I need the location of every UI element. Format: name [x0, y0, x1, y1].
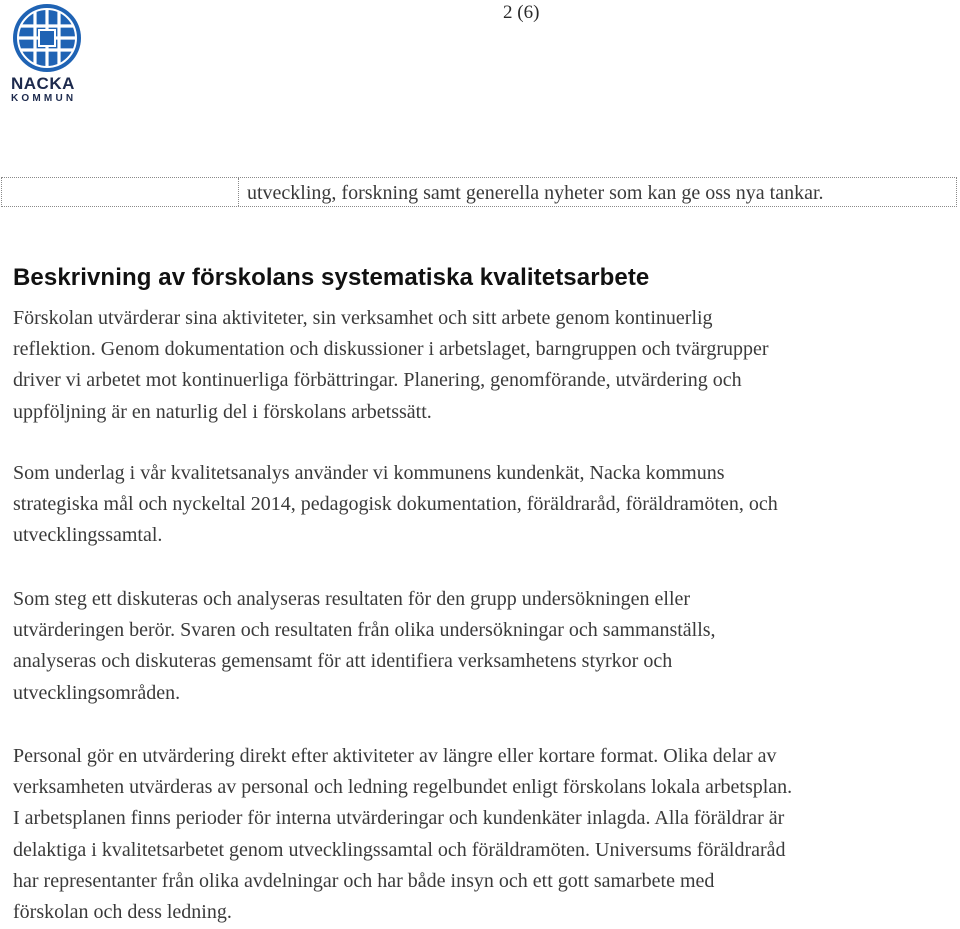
- paragraph-line: utvecklingssamtal.: [13, 524, 163, 547]
- paragraph-line: Som steg ett diskuteras och analyseras resultaten för den grupp undersökningen eller: [13, 588, 691, 610]
- paragraph-4: [13, 741, 957, 928]
- paragraph-line: verksamheten utvärderas av personal och ledning regelbundet enligt förskolans lokala arbetsplan.: [13, 776, 793, 799]
- paragraph-line: Förskolan utvärderar sina aktiviteter, sin verksamhet och sitt arbete genom kontinuerlig: [13, 307, 713, 329]
- paragraph-line: utvecklingsområden.: [13, 681, 181, 704]
- section-heading: Beskrivning av förskolans systematiska kvalitetsarbete: [13, 264, 650, 291]
- paragraph-line: har representanter från olika avdelningar och har både insyn och ett gott samarbete med: [13, 869, 715, 892]
- paragraph-line: uppföljning är en naturlig del i förskolans arbetssätt.: [13, 400, 432, 423]
- paragraph-line: delaktiga i kvalitetsarbetet genom utvecklingssamtal och föräldramöten. Universums föräldraråd: [13, 838, 786, 861]
- paragraph-line: driver vi arbetet mot kontinuerliga förbättringar. Planering, genomförande, utvärdering och: [13, 369, 742, 392]
- paragraph-1: [13, 303, 957, 428]
- table-column-divider: [238, 178, 239, 206]
- paragraph-2: [13, 458, 957, 552]
- continuation-table: [1, 177, 957, 207]
- logo-name-text: NACKA: [11, 74, 75, 93]
- paragraph-line: analyseras och diskuteras gemensamt för att identifiera verksamhetens styrkor och: [13, 650, 673, 673]
- paragraph-line: I arbetsplanen finns perioder för interna utvärderingar och kundenkäter inlagda. Alla föräldrar är: [13, 807, 785, 830]
- paragraph-line: Som underlag i vår kvalitetsanalys använder vi kommunens kundenkät, Nacka kommuns: [13, 462, 725, 484]
- table-cell-text: utveckling, forskning samt generella nyheter som kan ge oss nya tankar.: [247, 182, 824, 204]
- paragraph-line: strategiska mål och nyckeltal 2014, pedagogisk dokumentation, föräldraråd, föräldramöten, och: [13, 493, 778, 516]
- paragraph-line: förskolan och dess ledning.: [13, 901, 232, 924]
- paragraph-line: Personal gör en utvärdering direkt efter aktiviteter av längre eller kortare format. Olika delar av: [13, 745, 777, 767]
- paragraph-3: [13, 584, 957, 709]
- logo-sub-text: KOMMUN: [11, 93, 77, 104]
- page-number: 2 (6): [503, 2, 540, 23]
- paragraph-line: utvärderingen berör. Svaren och resultaten från olika undersökningar och sammanställs,: [13, 619, 716, 642]
- paragraph-line: reflektion. Genom dokumentation och diskussioner i arbetslaget, barngruppen och tvärgrupper: [13, 338, 769, 361]
